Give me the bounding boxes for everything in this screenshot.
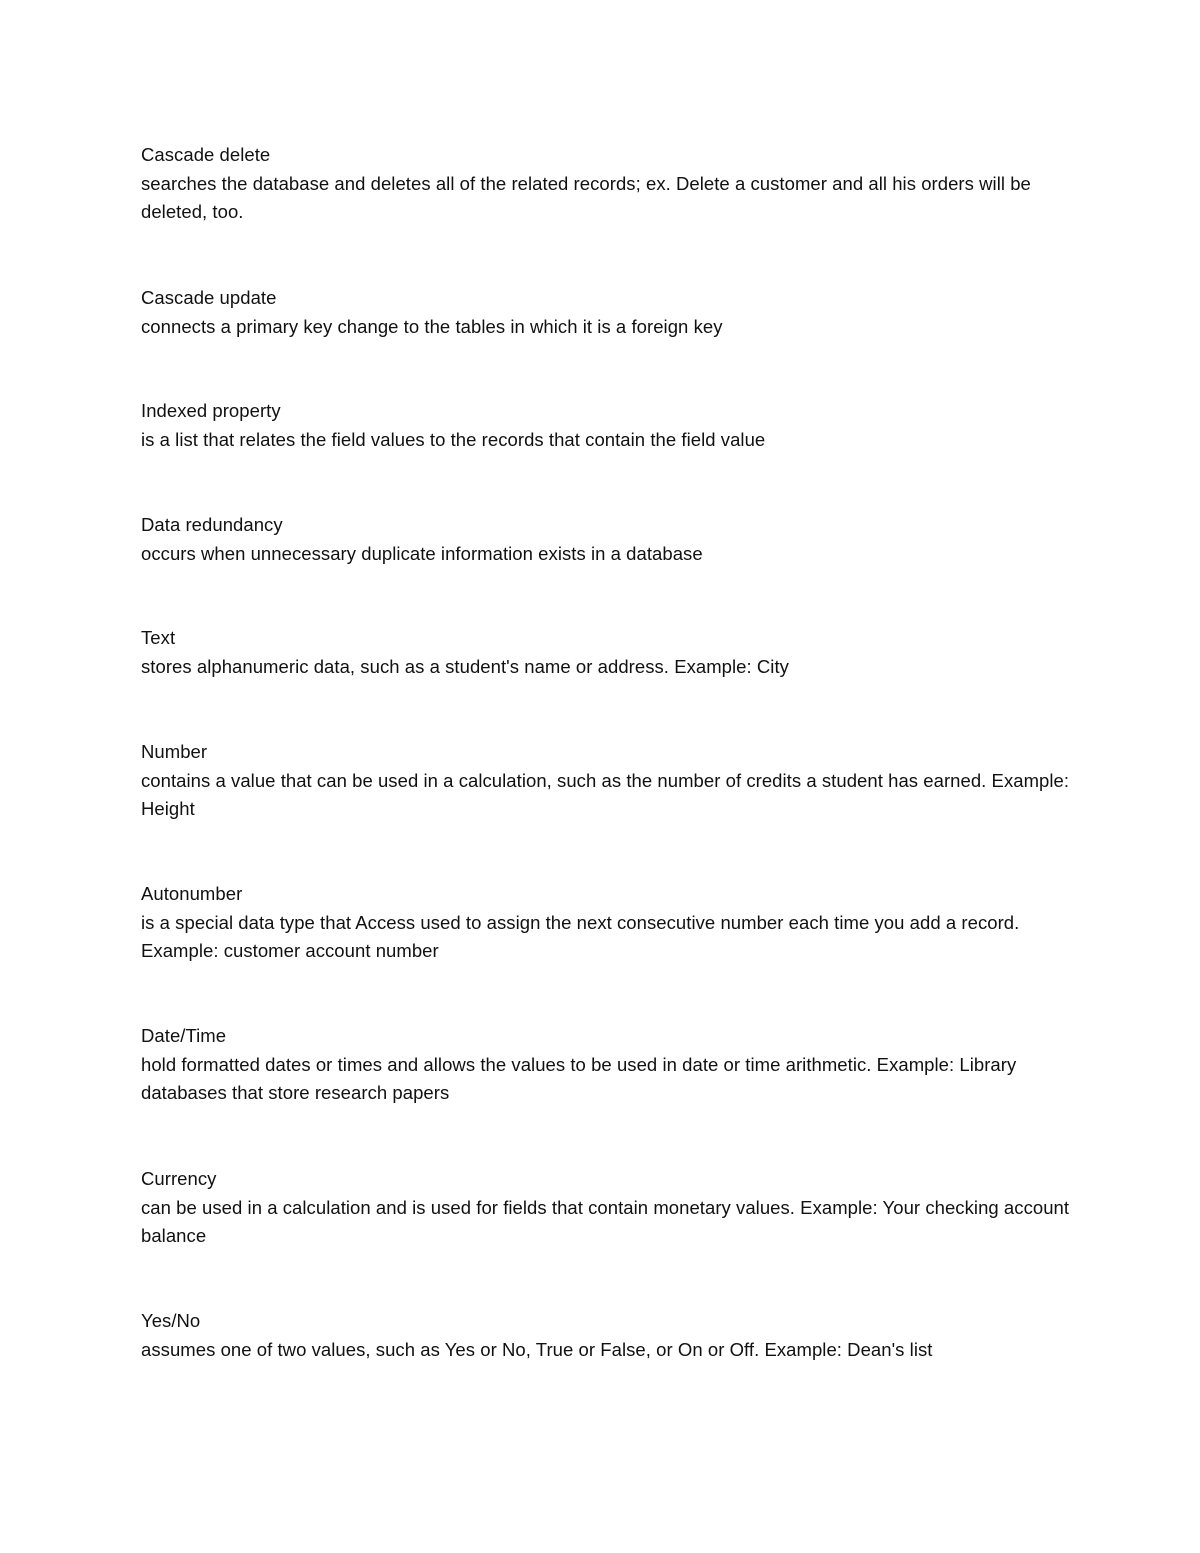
entry-term: Date/Time bbox=[141, 1025, 227, 1046]
entry-currency bbox=[141, 1165, 1071, 1251]
entry-cascade-update bbox=[141, 284, 1071, 341]
entry-definition: can be used in a calculation and is used for fields that contain monetary values. Example: Your checking account balance bbox=[141, 1196, 1070, 1246]
entry-data-redundancy bbox=[141, 511, 1071, 568]
entry-definition: is a list that relates the field values to the records that contain the field value bbox=[141, 428, 766, 450]
entry-definition: assumes one of two values, such as Yes or No, True or False, or On or Off. Example: Dean's list bbox=[141, 1338, 933, 1360]
entry-term: Indexed property bbox=[141, 400, 281, 421]
entry-autonumber bbox=[141, 880, 1071, 966]
entry-cascade-delete bbox=[141, 141, 1071, 227]
entry-term: Cascade update bbox=[141, 287, 277, 308]
entry-definition: stores alphanumeric data, such as a student's name or address. Example: City bbox=[141, 655, 789, 677]
entry-term: Text bbox=[141, 627, 176, 648]
entry-indexed-property bbox=[141, 397, 1071, 454]
entry-definition: is a special data type that Access used to assign the next consecutive number each time you add a record. Example: customer account number bbox=[141, 911, 1020, 961]
entry-term: Yes/No bbox=[141, 1310, 201, 1331]
entry-definition: connects a primary key change to the tables in which it is a foreign key bbox=[141, 315, 723, 337]
entry-term: Autonumber bbox=[141, 883, 243, 904]
entry-term: Cascade delete bbox=[141, 144, 271, 165]
entry-term: Data redundancy bbox=[141, 514, 283, 535]
entry-definition: contains a value that can be used in a calculation, such as the number of credits a student has earned. Example: Height bbox=[141, 769, 1070, 819]
entry-date-time bbox=[141, 1022, 1071, 1108]
entry-text bbox=[141, 624, 1071, 681]
entry-definition: searches the database and deletes all of the related records; ex. Delete a customer and all his orders will be deleted, too. bbox=[141, 172, 1031, 222]
entry-number bbox=[141, 738, 1071, 824]
entry-definition: hold formatted dates or times and allows the values to be used in date or time arithmetic. Example: Library databases that store research papers bbox=[141, 1053, 1017, 1103]
entry-term: Currency bbox=[141, 1168, 217, 1189]
entry-yes-no bbox=[141, 1307, 1071, 1364]
entry-term: Number bbox=[141, 741, 208, 762]
entry-definition: occurs when unnecessary duplicate information exists in a database bbox=[141, 542, 703, 564]
